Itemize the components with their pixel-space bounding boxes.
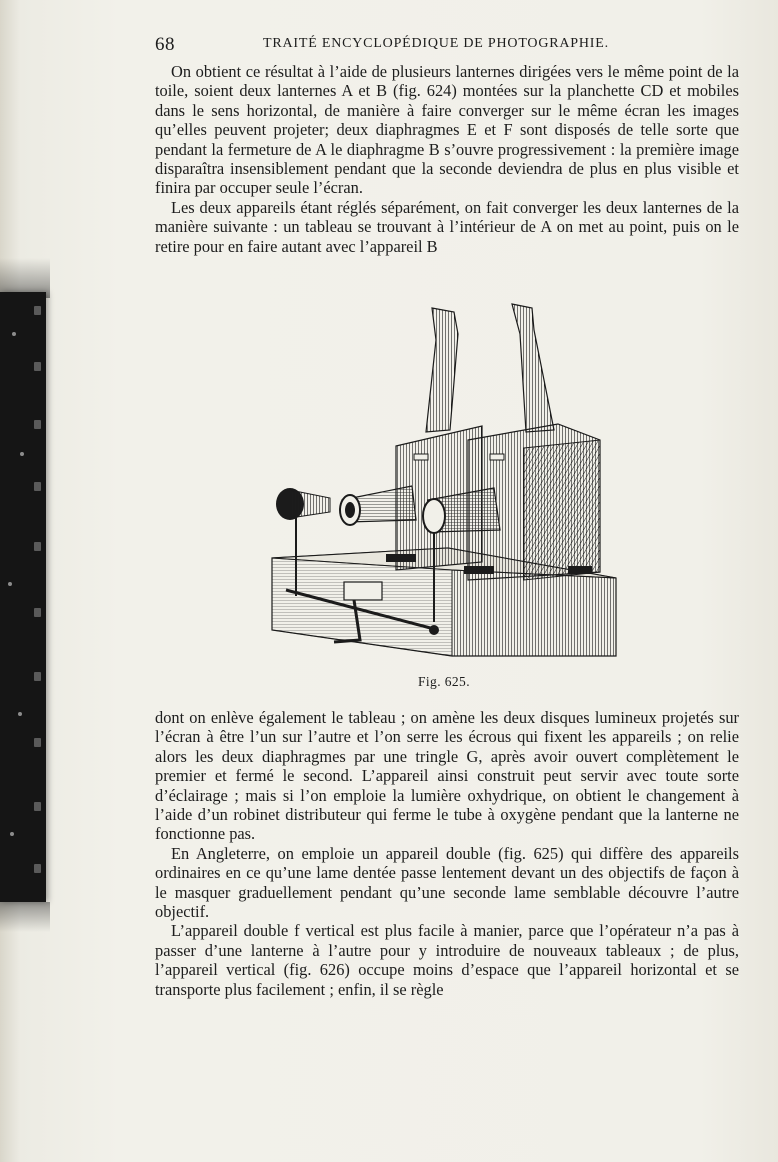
binding-mark: [34, 420, 41, 429]
binding-mark: [34, 802, 41, 811]
paragraph: Les deux appareils étant réglés séparément, on fait converger les deux lanternes de la manière suivante : un tableau se trouvant à l’intérieur de A on met au point, puis on le retire pour en faire autant avec l’appareil B: [155, 197, 739, 256]
binding-mark: [34, 608, 41, 617]
text-block-bottom: [155, 708, 739, 999]
book-title: TRAITÉ ENCYCLOPÉDIQUE DE PHOTOGRAPHIE.: [263, 36, 609, 51]
figure-double-lantern: [268, 300, 620, 660]
binding-mark: [34, 672, 41, 681]
binding-mark: [34, 362, 41, 371]
binding-mark: [34, 738, 41, 747]
running-head: [155, 32, 740, 56]
text-block-top: [155, 62, 739, 256]
binding-speck: [20, 452, 24, 456]
double-lantern-engraving: [268, 300, 620, 660]
figure-caption: Fig. 625.: [418, 674, 470, 689]
binding-speck: [12, 332, 16, 336]
paragraph: dont on enlève également le tableau ; on amène les deux disques lumineux projetés sur l’écran à être l’un sur l’autre et l’on serre les écrous qui fixent les appareils ; on relie alors les deux diaphragmes par une tringle G, après avoir ouvert complètement le premier et fermé le second. L’appareil ainsi construit peut servir avec toute sorte d’éclairage ; mais si l’on emploie la lumière oxhydrique, on obtient le changement à l’aide d’un robinet distributeur qui ferme le tube à oxygène pendant que la lanterne ne fonctionne pas.: [155, 708, 739, 844]
page-number: 68: [155, 34, 175, 55]
binding-mark: [34, 482, 41, 491]
binding-strip: [0, 292, 46, 902]
binding-speck: [10, 832, 14, 836]
binding-shadow-bottom: [0, 902, 50, 932]
binding-mark: [34, 864, 41, 873]
paragraph: En Angleterre, on emploie un appareil double (fig. 625) qui diffère des appareils ordinaires en ce qu’une lame dentée passe lentement devant un des objectifs de façon à le masquer graduellement pendant qu’une seconde lame semblable découvre l’autre objectif.: [155, 843, 739, 922]
binding-speck: [8, 582, 12, 586]
binding-mark: [34, 306, 41, 315]
binding-mark: [34, 542, 41, 551]
paragraph: L’appareil double f vertical est plus facile à manier, parce que l’opérateur n’a pas à passer d’une lanterne à l’autre pour y introduire de nouveaux tableaux ; de plus, l’appareil vertical (fig. 626) occupe moins d’espace que l’appareil horizontal et se transporte plus facilement ; enfin, il se règle: [155, 921, 739, 999]
paragraph: On obtient ce résultat à l’aide de plusieurs lanternes dirigées vers le même point de la toile, soient deux lanternes A et B (fig. 624) montées sur la planchette CD et mobiles dans le sens horizontal, de manière à faire converger sur le même écran les images qu’elles peuvent projeter; deux diaphragmes E et F sont disposés de telle sorte que pendant la fermeture de A le diaphragme B s’ouvre progressivement : la première image disparaîtra insensiblement pendant que la seconde deviendra de plus en plus visible et finira par occuper seule l’écran.: [155, 62, 739, 198]
binding-speck: [18, 712, 22, 716]
